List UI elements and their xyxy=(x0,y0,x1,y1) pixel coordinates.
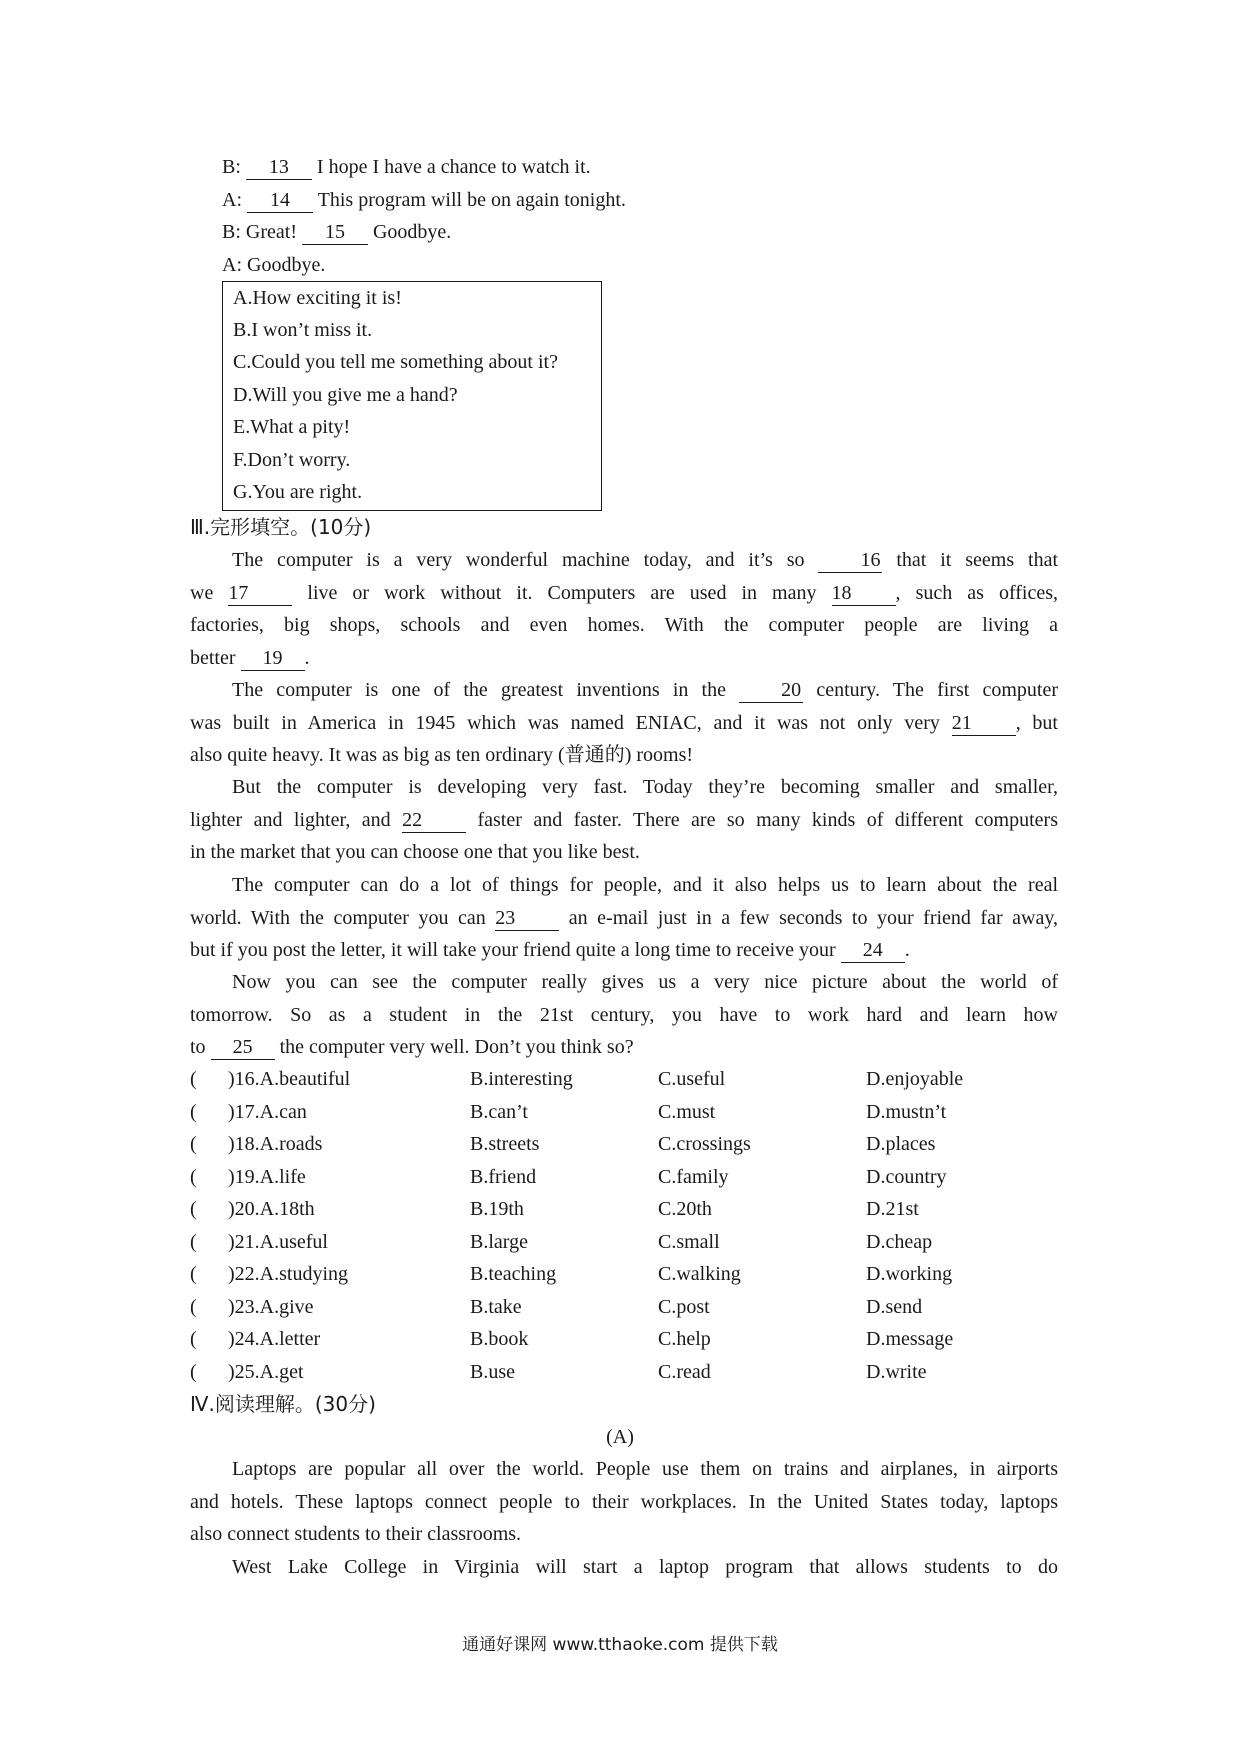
text-segment: ( xyxy=(190,1101,197,1123)
answer-blank: 22 xyxy=(402,808,466,833)
cloze-paragraph-3: But the computer is developing very fast. Today they’re becoming smaller and smaller, lighter and lighter, and 22 faster and faster. There are so many kinds of different computers in the market that you can choose one that you like best. xyxy=(190,776,1058,863)
text-segment: D.country xyxy=(866,1166,947,1188)
section-heading-cloze: Ⅲ.完形填空。(10分) xyxy=(190,515,372,539)
text-segment: The computer is one of the greatest inventions in the xyxy=(232,679,726,701)
text-segment: B.teaching xyxy=(470,1263,557,1285)
text-segment: was built in America in 1945 which was named ENIAC, and it was not only very xyxy=(190,711,940,734)
text-segment: D.cheap xyxy=(866,1231,933,1253)
text-segment: that it seems that xyxy=(896,549,1059,571)
text-segment: )17.A.can xyxy=(228,1101,307,1123)
text-segment: )16.A.beautiful xyxy=(228,1068,351,1090)
answer-blank: 19 xyxy=(241,646,305,671)
text-segment: ( xyxy=(190,1166,197,1188)
question-row-18 xyxy=(190,1128,1090,1160)
text-segment: better xyxy=(190,646,236,669)
cloze-paragraph-5: Now you can see the computer really gives us a very nice picture about the world of tomorrow. So as a student in the 21st century, you have to work hard and learn how to 25 the computer very well. Don’t you think so? xyxy=(190,971,1058,1058)
text-segment: D.21st xyxy=(866,1198,919,1220)
text-segment: D.mustn’t xyxy=(866,1101,947,1123)
option-b: B.I won’t miss it. xyxy=(233,319,373,341)
text-segment: C.post xyxy=(658,1296,710,1318)
text-segment: C.family xyxy=(658,1166,729,1188)
text-segment: B.interesting xyxy=(470,1068,573,1090)
answer-blank: 23 xyxy=(495,906,559,931)
text-segment: , such as offices, xyxy=(895,581,1058,604)
dialogue-line-13: B: 13 I hope I have a chance to watch it. xyxy=(222,156,591,178)
text-segment: B.19th xyxy=(470,1198,524,1220)
text-segment: )25.A.get xyxy=(228,1361,304,1383)
text-segment: D.working xyxy=(866,1263,953,1285)
option-f: F.Don’t worry. xyxy=(233,449,351,471)
answer-blank: 25 xyxy=(211,1035,275,1060)
text-segment: D.write xyxy=(866,1361,927,1383)
answer-blank: 24 xyxy=(841,938,905,963)
answer-blank: 14 xyxy=(247,188,313,213)
text-segment: B.use xyxy=(470,1361,515,1383)
text-segment: C.read xyxy=(658,1361,711,1383)
question-row-22 xyxy=(190,1258,1090,1290)
question-row-20 xyxy=(190,1193,1090,1225)
question-row-16 xyxy=(190,1063,1090,1095)
text-segment: but if you post the letter, it will take your friend quite a long time to receive your xyxy=(190,939,836,961)
question-row-21 xyxy=(190,1226,1090,1258)
answer-blank: 15 xyxy=(302,220,368,245)
text-segment: )18.A.roads xyxy=(228,1133,323,1155)
answer-blank: 21 xyxy=(952,711,1016,736)
page-footer: 通通好课网 www.tthaoke.com 提供下载 xyxy=(462,1635,778,1655)
text-segment: . xyxy=(304,646,310,669)
options-box xyxy=(222,281,602,511)
question-row-19 xyxy=(190,1161,1090,1193)
answer-blank: 18 xyxy=(832,581,896,606)
text-segment: to xyxy=(190,1036,206,1058)
text-segment: lighter and lighter, and xyxy=(190,808,391,831)
text-segment: B.large xyxy=(470,1231,528,1253)
cloze-paragraph-2: The computer is one of the greatest inventions in the 20 century. The first computer was built in America in 1945 which was named ENIAC, and it was not only very 21 , but also quite heavy. It was as big as ten ordinary (普通的) rooms! xyxy=(190,679,1058,766)
text-segment: . xyxy=(904,939,910,961)
cloze-paragraph-4: The computer can do a lot of things for people, and it also helps us to learn about the real world. With the computer you can 23 an e-mail just in a few seconds to your friend far away, but if you post the letter, it will take your friend quite a long time to receive your 24 . xyxy=(190,874,1059,961)
text-segment: ( xyxy=(190,1231,197,1253)
question-row-23 xyxy=(190,1291,1090,1323)
text-segment: B.book xyxy=(470,1328,529,1350)
answer-blank: 13 xyxy=(246,155,312,180)
text-segment: )20.A.18th xyxy=(228,1198,315,1220)
question-row-17 xyxy=(190,1096,1090,1128)
text-segment: , but xyxy=(1015,711,1058,734)
text-segment: B.friend xyxy=(470,1166,537,1188)
option-d: D.Will you give me a hand? xyxy=(233,384,458,406)
option-c: C.Could you tell me something about it? xyxy=(233,351,558,373)
text-segment: C.useful xyxy=(658,1068,726,1090)
text-segment: world. With the computer you can xyxy=(190,906,486,929)
text-segment: C.walking xyxy=(658,1263,741,1285)
text-segment: D.send xyxy=(866,1296,923,1318)
dialogue-line-15: B: Great! 15 Goodbye. xyxy=(222,221,452,243)
dialogue-line-goodbye: A: Goodbye. xyxy=(222,254,326,276)
text-segment: C.help xyxy=(658,1328,711,1350)
text-segment: ( xyxy=(190,1328,197,1350)
question-row-25 xyxy=(190,1356,1090,1388)
text-segment: The computer is a very wonderful machine today, and it’s so xyxy=(232,549,805,571)
text-segment: an e-mail just in a few seconds to your friend far away, xyxy=(568,906,1059,929)
text-segment: ( xyxy=(190,1263,197,1285)
text-segment: C.must xyxy=(658,1101,716,1123)
text-segment: we xyxy=(190,581,214,604)
text-segment: )22.A.studying xyxy=(228,1263,348,1285)
answer-blank: 16 xyxy=(818,548,882,573)
text-segment: century. The first computer xyxy=(816,679,1058,701)
text-segment: faster and faster. There are so many kinds of different computers xyxy=(477,808,1058,831)
text-segment: D.places xyxy=(866,1133,936,1155)
text-segment: )23.A.give xyxy=(228,1296,314,1318)
text-segment: )19.A.life xyxy=(228,1166,306,1188)
text-segment: B.can’t xyxy=(470,1101,528,1123)
text-segment: ( xyxy=(190,1361,197,1383)
text-segment: D.message xyxy=(866,1328,954,1350)
option-g: G.You are right. xyxy=(233,481,363,503)
text-segment: live or work without it. Computers are used in many xyxy=(307,581,817,604)
text-segment: ( xyxy=(190,1133,197,1155)
text-segment: )21.A.useful xyxy=(228,1231,328,1253)
text-segment: ( xyxy=(190,1068,197,1090)
option-e: E.What a pity! xyxy=(233,416,351,438)
section-heading-reading: Ⅳ.阅读理解。(30分) xyxy=(190,1392,376,1416)
text-segment: B.take xyxy=(470,1296,522,1318)
text-segment: D.enjoyable xyxy=(866,1068,964,1090)
passage-label-a: (A) xyxy=(606,1426,634,1448)
text-segment: the computer very well. Don’t you think so? xyxy=(279,1036,634,1058)
text-segment: C.20th xyxy=(658,1198,712,1220)
text-segment: C.crossings xyxy=(658,1133,751,1155)
text-segment: C.small xyxy=(658,1231,720,1253)
answer-blank: 20 xyxy=(739,678,803,703)
answer-blank: 17 xyxy=(228,581,292,606)
reading-paragraph-1: Laptops are popular all over the world. People use them on trains and airplanes, in airports and hotels. These laptops connect people to their workplaces. In the United States today, laptops also connect students to their classrooms. West Lake College in Virginia will start a laptop program that allows students to do xyxy=(190,1458,1058,1578)
text-segment: ( xyxy=(190,1198,197,1220)
question-row-24 xyxy=(190,1323,1090,1355)
option-a: A.How exciting it is! xyxy=(233,287,402,309)
text-segment: )24.A.letter xyxy=(228,1328,321,1350)
dialogue-line-14: A: 14 This program will be on again tonight. xyxy=(222,189,626,211)
text-segment: B.streets xyxy=(470,1133,540,1155)
text-segment: ( xyxy=(190,1296,197,1318)
cloze-paragraph-1: The computer is a very wonderful machine today, and it’s so 16 that it seems that we 17 live or work without it. Computers are used in many 18 , such as offices, factories, big shops, schools and even homes. With the computer people are living a better 19 . xyxy=(190,549,1059,669)
